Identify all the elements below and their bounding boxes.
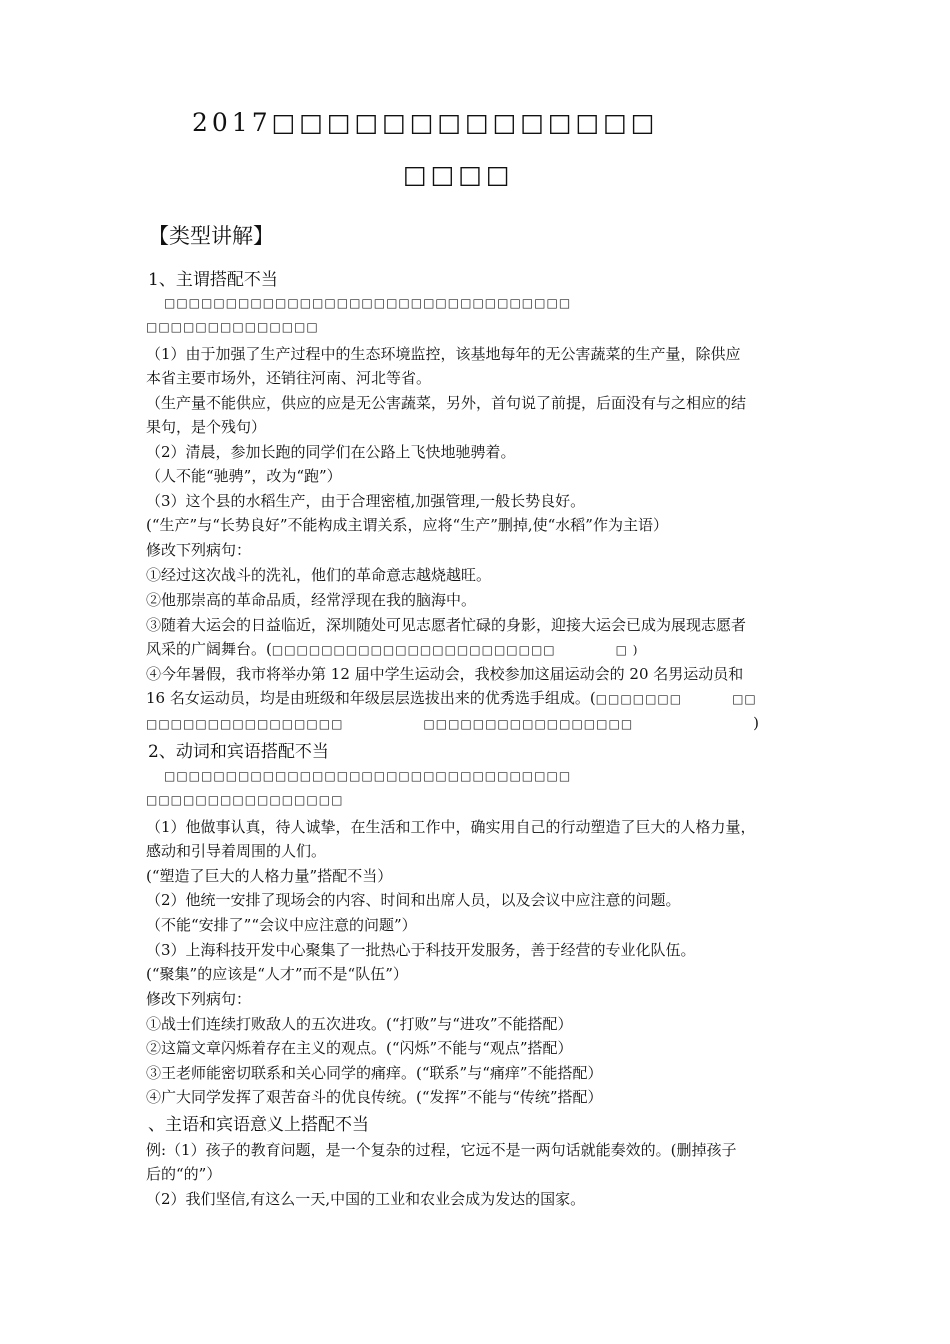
practice-item: ④今年暑假，我市将举办第 12 届中学生运动会，我校参加这届运动会的 20 名男运动员和 xyxy=(146,665,744,683)
example-line: （1）他做事认真，待人诚挚，在生活和工作中，确实用自己的行动塑造了巨大的人格力量， xyxy=(146,818,756,836)
practice-item xyxy=(146,686,812,711)
practice-label: 修改下列病句： xyxy=(146,541,252,559)
example-line: （3）上海科技开发中心聚集了一批热心于科技开发服务，善于经营的专业化队伍。 xyxy=(146,941,696,959)
example-line: （2）清晨，参加长跑的同学们在公路上飞快地驰骋着。 xyxy=(146,443,516,461)
heading-verb-object: 2、动词和宾语搭配不当 xyxy=(148,742,329,762)
example-line: （2）我们坚信,有这么一天,中国的工业和农业会成为发达的国家。 xyxy=(146,1190,586,1208)
explanation-line: （生产量不能供应，供应的应是无公害蔬菜，另外，首句说了前提，后面没有与之相应的结 xyxy=(146,394,747,412)
example-line: 后的“的”） xyxy=(146,1165,222,1183)
explanation-line: (“塑造了巨大的人格力量”搭配不当） xyxy=(146,867,393,885)
garbled-text: □ ) xyxy=(615,643,639,657)
closing-paren: ) xyxy=(753,714,760,732)
garbled-text: □□□□□□□□□□□□□□□□□□□□□□□ xyxy=(271,643,556,657)
heading-subject-object: 、主语和宾语意义上搭配不当 xyxy=(148,1115,369,1135)
document-subtitle: □□□□ xyxy=(403,160,514,189)
practice-item: ①经过这次战斗的洗礼，他们的革命意志越烧越旺。 xyxy=(146,566,492,584)
example-line: 本省主要市场外，还销往河南、河北等省。 xyxy=(146,369,432,387)
example-line: 例:（1）孩子的教育问题，是一个复杂的过程，它远不是一两句话就能奏效的。(删掉孩子 xyxy=(146,1141,737,1159)
intro-line: □□□□□□□□□□□□□□ xyxy=(146,320,319,334)
explanation-line: 果句，是个残句） xyxy=(146,418,267,436)
practice-label: 修改下列病句： xyxy=(146,990,252,1008)
explanation-line: (“聚集”的应该是“人才”而不是“队伍”） xyxy=(146,965,408,983)
explanation-line: （人不能“驰骋”，改为“跑”） xyxy=(146,467,342,485)
practice-item xyxy=(146,711,812,736)
intro-line: □□□□□□□□□□□□□□□□□□□□□□□□□□□□□□□□□ xyxy=(164,296,572,310)
garbled-text: □□ xyxy=(732,692,757,706)
heading-subject-predicate: 1、主谓搭配不当 xyxy=(148,270,278,290)
practice-item: ②这篇文章闪烁着存在主义的观点。(“闪烁”不能与“观点”搭配） xyxy=(146,1039,573,1057)
practice-item: ②他那崇高的革命品质，经常浮现在我的脑海中。 xyxy=(146,591,477,609)
example-line: 感动和引导着周围的人们。 xyxy=(146,842,327,860)
section-heading-type-explanation: 【类型讲解】 xyxy=(148,224,274,248)
intro-line: □□□□□□□□□□□□□□□□□□□□□□□□□□□□□□□□□ xyxy=(164,769,572,783)
explanation-line: （不能“安排了”“会议中应注意的问题”） xyxy=(146,916,417,934)
practice-text: 16 名女运动员，均是由班级和年级层层选拔出来的优秀选手组成。( xyxy=(146,689,596,707)
practice-text: 风采的广阔舞台。( xyxy=(146,640,272,658)
practice-item: ④广大同学发挥了艰苦奋斗的优良传统。(“发挥”不能与“传统”搭配） xyxy=(146,1088,603,1106)
document-title: 2017□□□□□□□□□□□□□□ xyxy=(192,108,659,137)
practice-item: ③随着大运会的日益临近，深圳随处可见志愿者忙碌的身影，迎接大运会已成为展现志愿者 xyxy=(146,616,747,634)
garbled-text: □□□□□□□□□□□□□□□□ xyxy=(146,717,344,731)
intro-line: □□□□□□□□□□□□□□□□ xyxy=(146,793,344,807)
garbled-text: □□□□□□□□□□□□□□□□□ xyxy=(423,717,634,731)
explanation-line: (“生产”与“长势良好”不能构成主谓关系，应将“生产”删掉,使“水稻”作为主语） xyxy=(146,516,668,534)
practice-item: ①战士们连续打败敌人的五次进攻。(“打败”与“进攻”不能搭配） xyxy=(146,1015,573,1033)
example-line: （1）由于加强了生产过程中的生态环境监控，该基地每年的无公害蔬菜的生产量，除供应 xyxy=(146,345,741,363)
example-line: （2）他统一安排了现场会的内容、时间和出席人员，以及会议中应注意的问题。 xyxy=(146,891,681,909)
garbled-text: □□□□□□□ xyxy=(595,692,683,706)
practice-item xyxy=(146,637,812,662)
example-line: （3）这个县的水稻生产，由于合理密植,加强管理,一般长势良好。 xyxy=(146,492,586,510)
practice-item: ③王老师能密切联系和关心同学的痛痒。(“联系”与“痛痒”不能搭配） xyxy=(146,1064,603,1082)
